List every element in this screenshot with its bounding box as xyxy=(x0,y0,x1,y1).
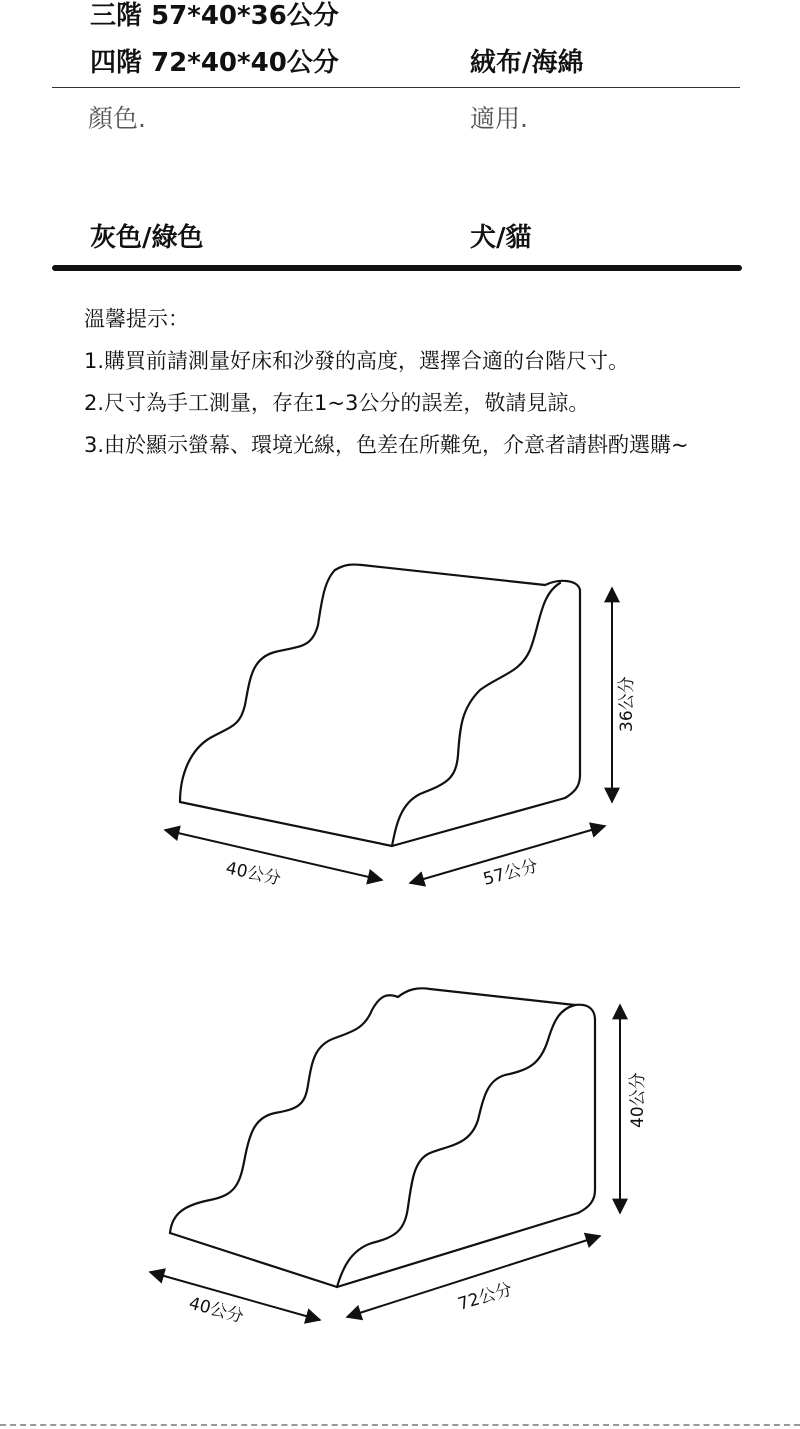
color-value: 灰色/綠色 xyxy=(90,223,204,253)
tip-item-3: 3.由於顯示螢幕、環境光線，色差在所難免，介意者請斟酌選購~ xyxy=(84,433,689,457)
four-step-height-label: 40公分 xyxy=(628,1072,648,1128)
spec-material: 絨布/海綿 xyxy=(470,48,584,78)
three-step-diagram xyxy=(0,550,800,910)
tip-item-2: 2.尺寸為手工測量，存在1~3公分的誤差，敬請見諒。 xyxy=(84,391,590,415)
four-step-width-label: 72公分 xyxy=(455,1279,515,1315)
color-label: 顏色. xyxy=(88,104,146,133)
four-step-depth-label: 40公分 xyxy=(186,1293,246,1328)
tips-title: 溫馨提示： xyxy=(84,307,189,331)
table-bottom-rule xyxy=(52,265,742,271)
four-step-diagram xyxy=(0,975,800,1335)
three-step-width-label: 57公分 xyxy=(481,856,541,890)
tips-block xyxy=(84,298,689,466)
table-divider xyxy=(52,87,740,88)
spec-size-4step: 四階 72*40*40公分 xyxy=(90,48,339,78)
use-label: 適用. xyxy=(470,104,528,133)
three-step-depth-label: 40公分 xyxy=(223,858,283,890)
bottom-divider xyxy=(0,1424,800,1426)
tip-item-1: 1.購買前請測量好床和沙發的高度，選擇合適的台階尺寸。 xyxy=(84,349,630,373)
spec-size-3step: 三階 57*40*36公分 xyxy=(90,1,339,31)
three-step-height-label: 36公分 xyxy=(617,676,637,732)
use-value: 犬/貓 xyxy=(470,223,532,253)
